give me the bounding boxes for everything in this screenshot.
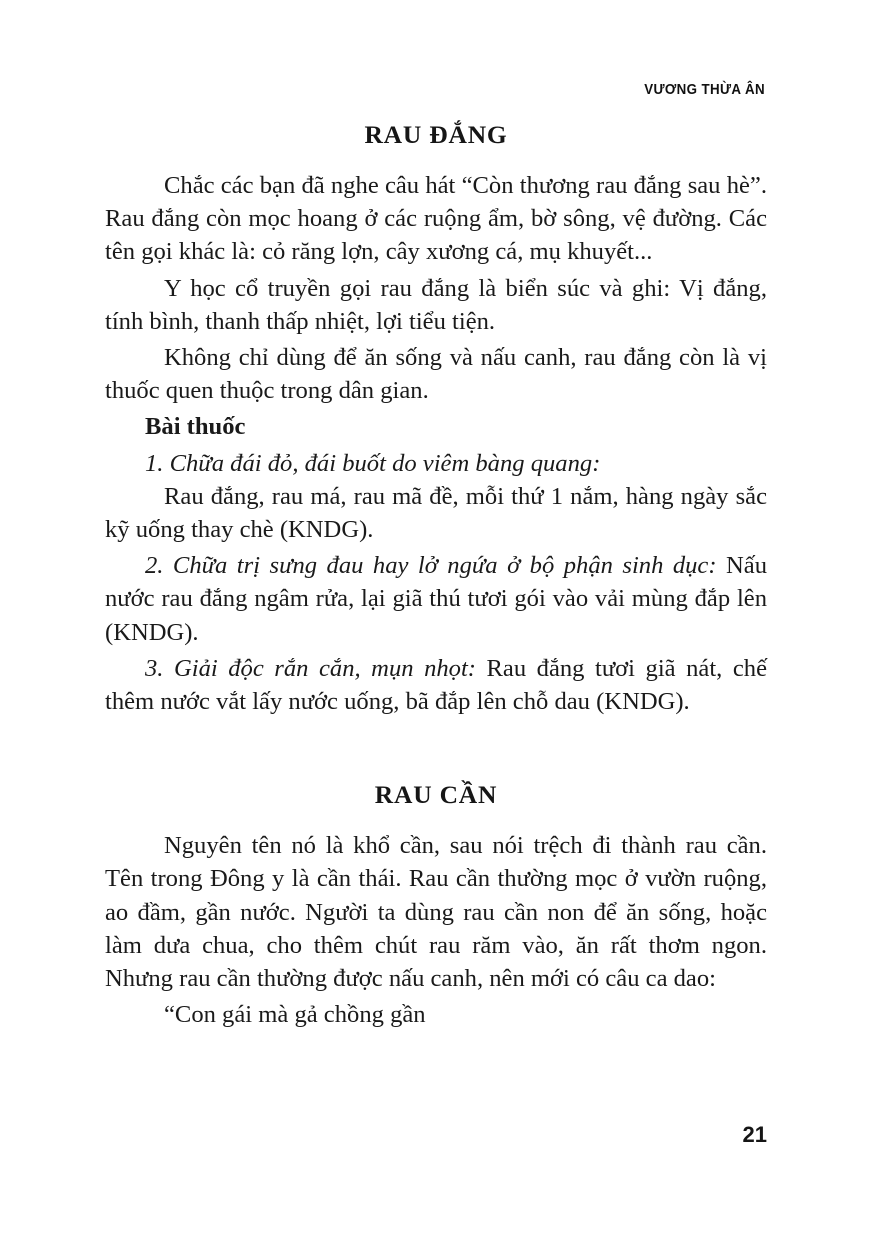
page-number: 21 bbox=[742, 1122, 767, 1147]
paragraph: Không chỉ dùng để ăn sống và nấu canh, rau đắng còn là vị thuốc quen thuộc trong dân gian. bbox=[105, 344, 767, 405]
remedy-heading-1: 1. Chữa đái đỏ, đái buốt do viêm bàng quang: bbox=[145, 449, 601, 477]
section-title-rau-can: RAU CẦN bbox=[374, 780, 498, 810]
paragraph: Y học cổ truyền gọi rau đắng là biển súc và ghi: Vị đắng, tính bình, thanh thấp nhiệt, lợi tiểu tiện. bbox=[105, 274, 767, 335]
remedy-body-1: Rau đắng, rau má, rau mã đề, mỗi thứ 1 nắm, hàng ngày sắc kỹ uống thay chè (KNDG). bbox=[105, 482, 767, 544]
paragraph-verse-opening: “Con gái mà gả chồng gần bbox=[164, 1001, 426, 1029]
running-head-author: VƯƠNG THỪA ÂN bbox=[644, 82, 765, 98]
subheading-bai-thuoc: Bài thuốc bbox=[145, 413, 246, 441]
title-spacer bbox=[105, 152, 767, 169]
remedy-heading-2: 2. Chữa trị sưng đau hay lở ngứa ở bộ phận sinh dục: bbox=[145, 552, 717, 580]
remedy-paragraph-2 bbox=[105, 549, 767, 649]
title-spacer bbox=[105, 812, 767, 829]
remedy-body-3: Rau đắng tươi giã nát, chế thêm nước vắt lấy nước uống, bã đắp lên chỗ dau (KNDG). bbox=[105, 654, 767, 716]
remedy-heading-3: 3. Giải độc rắn cắn, mụn nhọt: bbox=[145, 654, 476, 682]
remedy-body-2: Nấu nước rau đắng ngâm rửa, lại giã thú tươi gói vào vải mùng đắp lên (KNDG). bbox=[105, 552, 767, 646]
paragraph: Chắc các bạn đã nghe câu hát “Còn thương rau đắng sau hè”. Rau đắng còn mọc hoang ở các ruộng ẩm, bờ sông, vệ đường. Các tên gọi khác là: cỏ răng lợn, cây xương cá, mụ khuyết... bbox=[105, 172, 767, 266]
section-title-rau-dang: RAU ĐẮNG bbox=[364, 120, 508, 149]
paragraph: Nguyên tên nó là khổ cần, sau nói trệch đi thành rau cần. Tên trong Đông y là cần thái. Rau cần thường mọc ở vườn ruộng, ao đầm, gần nước. Người ta dùng rau cần non để ăn sống, hoặc làm dưa chua, cho thêm chút rau răm vào, ăn rất thơm ngon. Nhưng rau cần thường được nấu canh, nên mới có câu ca dao: bbox=[105, 832, 767, 993]
text-column bbox=[105, 118, 767, 1031]
remedy-paragraph-3 bbox=[105, 652, 767, 718]
